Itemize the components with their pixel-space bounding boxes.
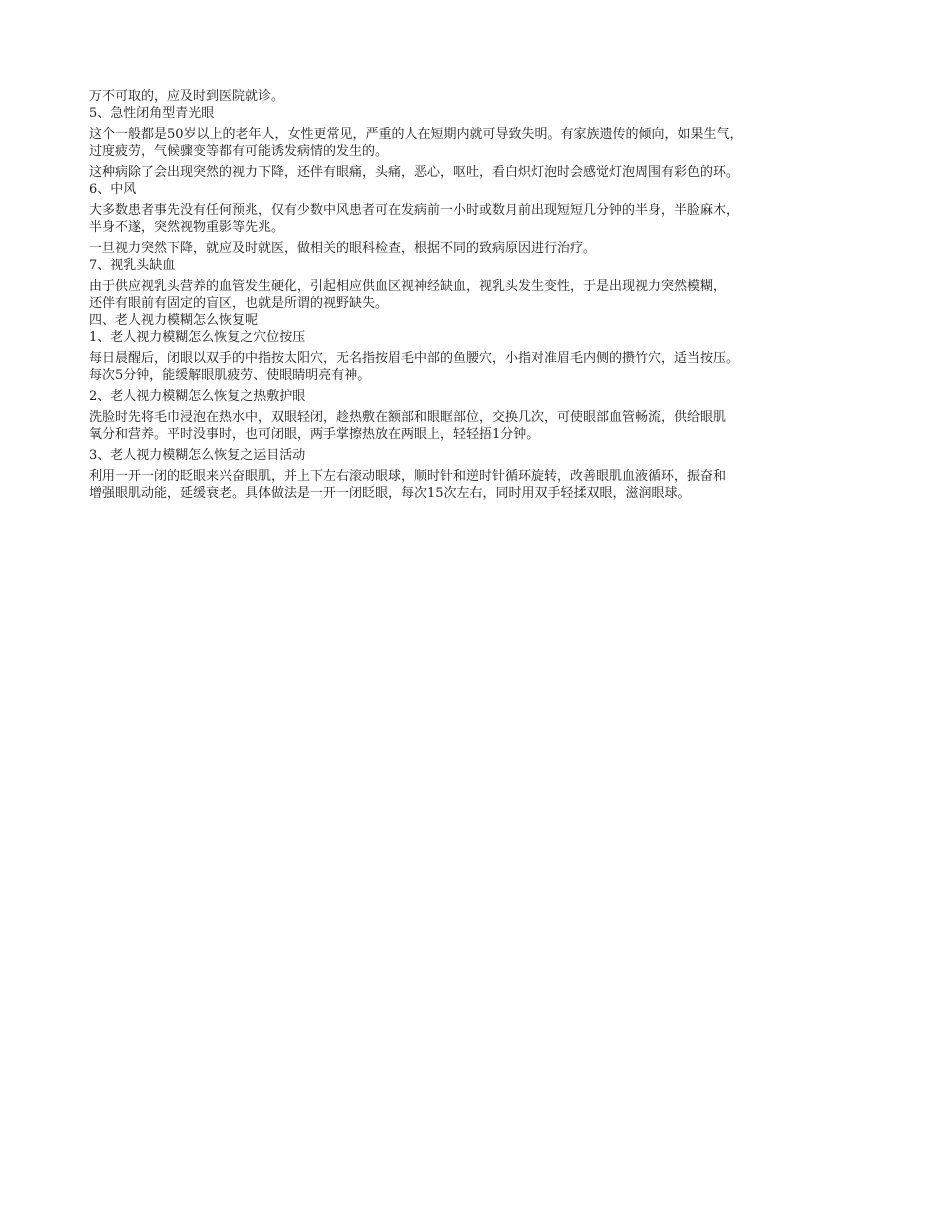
text-line: 这个一般都是50岁以上的老年人，女性更常见，严重的人在短期内就可导致失明。有家族遗传的倾向，如果生气，	[89, 127, 743, 142]
section-heading: 1、老人视力模糊怎么恢复之穴位按压	[89, 330, 306, 345]
text-line: 洗脸时先将毛巾浸泡在热水中，双眼轻闭，趁热敷在额部和眼眶部位，交换几次，可使眼部血管畅流，供给眼肌	[89, 410, 727, 425]
text-line: 过度疲劳，气候骤变等都有可能诱发病情的发生的。	[89, 144, 389, 159]
section-heading: 5、急性闭角型青光眼	[89, 106, 215, 121]
text-line: 增强眼肌动能，延缓衰老。具体做法是一开一闭眨眼，每次15次左右，同时用双手轻揉双眼，滋润眼球。	[89, 486, 691, 501]
text-line: 半身不遂，突然视物重影等先兆。	[89, 220, 285, 235]
text-line: 这种病除了会出现突然的视力下降，还伴有眼痛，头痛，恶心，呕吐，看白炽灯泡时会感觉灯泡周围有彩色的环。	[89, 165, 740, 180]
text-line: 利用一开一闭的眨眼来兴奋眼肌，并上下左右滚动眼球，顺时针和逆时针循环旋转，改善眼肌血液循环，振奋和	[89, 469, 727, 484]
document-body	[89, 88, 879, 502]
text-line: 大多数患者事先没有任何预兆，仅有少数中风患者可在发病前一小时或数月前出现短短几分钟的半身，半脸麻木，	[89, 203, 740, 218]
section-heading: 四、老人视力模糊怎么恢复呢	[89, 313, 259, 328]
section-heading: 6、中风	[89, 182, 137, 197]
text-line: 每次5分钟，能缓解眼肌疲劳、使眼睛明亮有神。	[89, 368, 371, 383]
section-heading: 7、视乳头缺血	[89, 258, 176, 273]
text-line: 万不可取的，应及时到医院就诊。	[89, 89, 285, 104]
text-line: 一旦视力突然下降，就应及时就医，做相关的眼科检查，根据不同的致病原因进行治疗。	[89, 241, 597, 256]
text-line: 还伴有眼前有固定的盲区，也就是所谓的视野缺失。	[89, 296, 389, 311]
section-heading: 2、老人视力模糊怎么恢复之热敷护眼	[89, 389, 306, 404]
section-heading: 3、老人视力模糊怎么恢复之运目活动	[89, 448, 306, 463]
text-line: 氧分和营养。平时没事时，也可闭眼，两手掌擦热放在两眼上，轻轻捂1分钟。	[89, 427, 540, 442]
text-line: 每日晨醒后，闭眼以双手的中指按太阳穴，无名指按眉毛中部的鱼腰穴，小指对准眉毛内侧的攒竹穴，适当按压。	[89, 351, 740, 366]
text-line: 由于供应视乳头营养的血管发生硬化，引起相应供血区视神经缺血，视乳头发生变性，于是出现视力突然模糊，	[89, 279, 727, 294]
